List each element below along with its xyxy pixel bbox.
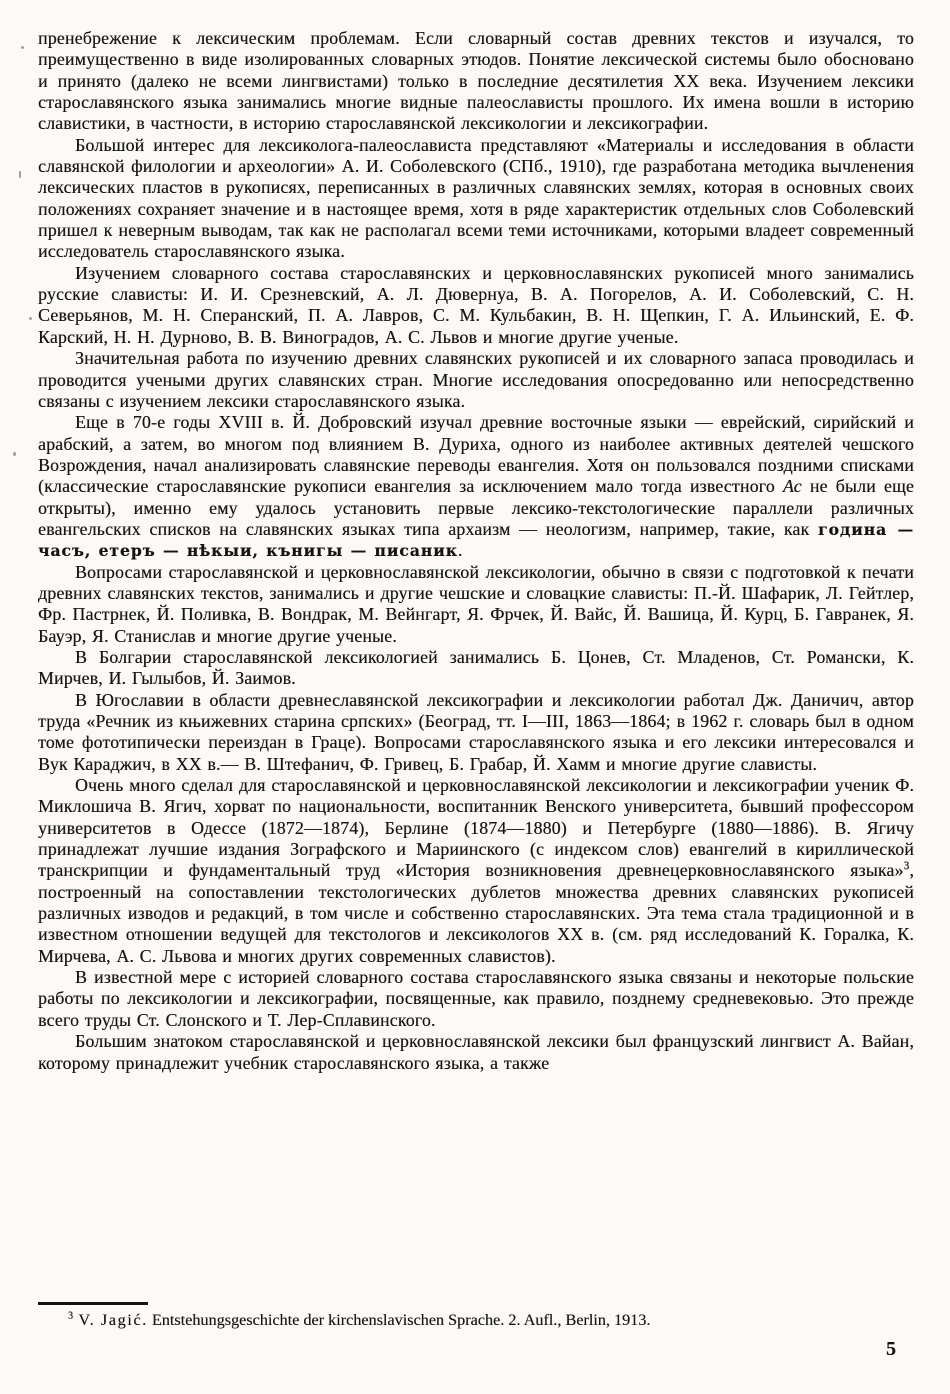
- text-run: пренебрежение к лексическим проблемам. Если словарный состав древних текстов и изучался, то преимущественно в виде изолированных словарных этюдов. Понятие лексической системы было обосновано и принято (далеко не всеми лингвистами) только в последние десятилетия XX века. Изучением лексики старославянского языка занимались многие видные палеослависты прошлого. Их имена вошли в историю славистики, в частности, в историю старославянской лексикологии и лексикографии.: [38, 28, 914, 134]
- scan-speck: [21, 46, 24, 49]
- text-run: не были еще открыты), именно ему удалось установить первые лексико-текстологические параллели различных евангельских списков на славянских языках типа архаизм — неологизм, например, такие, как: [38, 476, 914, 539]
- paragraph-3: [38, 263, 914, 348]
- text-run: Вопросами старославянской и церковнославянской лексикологии, обычно в связи с подготовкой к печати древних славянских текстов, занимались и другие чешские и словацкие слависты: П.-Й. Шафарик, Л. Гейтлер, Фр. Пастрнек, Й. Поливка, В. Вондрак, М. Вейнгарт, Я. Фрчек, Й. Вайс, Й. Вашица, Й. Курц, Б. Гавранек, Я. Бауэр, Я. Станислав и многие другие ученые.: [38, 561, 914, 646]
- paragraph-5: [38, 412, 914, 561]
- footnote: [38, 1310, 914, 1330]
- paragraph-7: [38, 647, 914, 690]
- text-run: .: [457, 540, 463, 561]
- paragraph-2: [38, 135, 914, 263]
- paragraph-4: [38, 348, 914, 412]
- scan-speck: [13, 452, 16, 456]
- text-run: Очень много сделал для старославянской и церковнославянской лексикологии и лексикографии ученик Ф. Миклошича В. Ягич, хорват по национальности, воспитанник Венского университета, бывший профессором университетов в Одессе (1872—1874), Берлине (1874—1880) и Петербурге (1880—1886). В. Ягичу принадлежат лучшие издания Зографского и Мариинского (с индексом слов) евангелий в кириллической транскрипции и фундаментальный труд «История возникновения древнецерковнославянского языка»: [38, 775, 914, 881]
- text-run: В известной мере с историей словарного состава старославянского языка связаны и некоторые польские работы по лексикологии и лексикографии, посвященные, как правило, позднему средневековью. Это прежде всего труды Ст. Слонского и Т. Лер-Сплавинского.: [38, 967, 914, 1030]
- text-run: Изучением словарного состава старославянских и церковнославянских рукописей много занимались русские слависты: И. И. Срезневский, А. Л. Дювернуа, В. А. Погорелов, А. И. Соболевский, С. Н. Северьянов, М. Н. Сперанский, П. А. Лавров, С. М. Кульбакин, В. Н. Щепкин, Г. А. Ильинский, Е. Ф. Карский, Н. Н. Дурново, В. В. Виноградов, А. С. Львов и многие другие ученые.: [38, 262, 914, 347]
- page-number: 5: [886, 1338, 896, 1360]
- text-run-old-church-slavonic: година — часъ, етеръ — нѣкыи, кънигы — писаник: [38, 519, 914, 561]
- text-run-italic-manuscript-siglum: Ас: [782, 476, 802, 497]
- text-run: Большим знатоком старославянской и церковнославянской лексики был французский лингвист А. Вайан, которому принадлежит учебник старославянского языка, а также: [38, 1031, 914, 1073]
- paragraph-10: [38, 967, 914, 1031]
- footnote-author: V. Jagić.: [73, 1311, 148, 1329]
- paragraph-1: [38, 28, 914, 135]
- paragraph-8: [38, 690, 914, 775]
- footnote-separator-rule: [38, 1302, 148, 1305]
- text-run: В Болгарии старославянской лексикологией занимались Б. Цонев, Ст. Младенов, Ст. Романски, К. Мирчев, И. Гылыбов, Й. Заимов.: [38, 646, 914, 689]
- scan-speck: [29, 317, 32, 320]
- paragraph-9: [38, 775, 914, 967]
- text-run: Значительная работа по изучению древних славянских рукописей и их словарного запаса проводилась и проводится учеными других славянских стран. Многие исследования опосредованно или непосредственно связаны с изучением лексики старославянского языка.: [38, 348, 914, 411]
- footnote-marker: 3: [68, 1310, 74, 1322]
- text-run: В Югославии в области древнеславянской лексикографии и лексикологии работал Дж. Даничич, автор труда «Речник из књижевних старина српских» (Београд, тт. I—III, 1863—1864; в 1962 г. словарь был в одном томе фототипически переиздан в Граце). Вопросами старославянского языка и его лексики интересовался и Вук Караджич, в XX в.— В. Штефанич, Ф. Гривец, Б. Грабар, Й. Хамм и многие другие слависты.: [38, 689, 914, 774]
- text-run: Большой интерес для лексиколога-палеослависта представляют «Материалы и исследования в области славянской филологии и археологии» А. И. Соболевского (СПб., 1910), где разработана методика вычленения лексических пластов в рукописях, переписанных в различных славянских землях, которая в основных своих положениях сохраняет значение и в настоящее время, хотя в ряде характеристик отдельных слов Соболевский пришел к неверным выводам, так как не располагал всеми теми источниками, которыми владеет современный исследователь старославянского языка.: [38, 134, 914, 262]
- paragraph-11: [38, 1031, 914, 1074]
- text-run: , построенный на сопоставлении текстологических дублетов множества древних славянских рукописей различных изводов и редакций, в том числе и собственно старославянских. Эта тема стала традиционной и в известном отношении ведущей для текстологов и лексикологов XX в. (см. ряд исследований К. Горалка, К. Мирчева, А. С. Львова и многих других современных славистов).: [38, 860, 914, 966]
- paragraph-6: [38, 562, 914, 647]
- footnote-text: Entstehungsgeschichte der kirchenslavischen Sprache. 2. Aufl., Berlin, 1913.: [147, 1311, 651, 1329]
- footnote-reference-mark: 3: [903, 860, 910, 873]
- text-run: Еще в 70-е годы XVIII в. Й. Добровский изучал древние восточные языки — еврейский, сирийский и арабский, а затем, во многом под влиянием В. Дуриха, одного из наиболее активных деятелей чешского Возрождения, начал анализировать славянские переводы евангелия. Хотя он пользовался поздними списками (классические старославянские рукописи евангелия за исключением мало тогда известного: [38, 412, 914, 497]
- scan-speck: [19, 171, 21, 178]
- text-block: [38, 28, 914, 1298]
